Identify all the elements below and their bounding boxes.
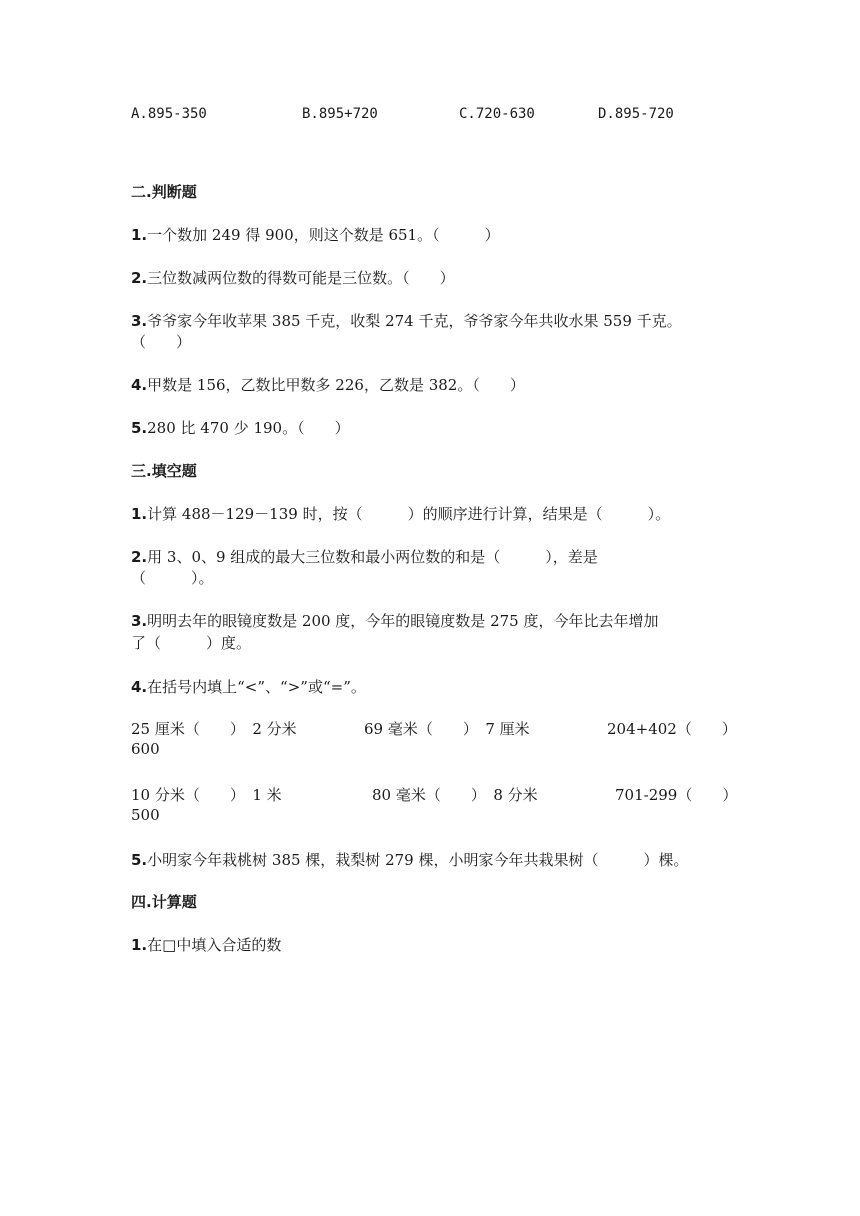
question-number: 5. [131, 419, 148, 437]
compare-item: 80 毫米（ ） 8 分米 [372, 786, 538, 804]
fill-question-4 [131, 676, 366, 697]
compare-item-continuation: 500 [131, 806, 160, 824]
question-text: 一个数加 249 得 900，则这个数是 651。（ ） [147, 226, 500, 244]
question-text: 280 比 470 少 190。（ ） [147, 419, 350, 437]
compare-item: 25 厘米（ ） 2 分米 [131, 720, 297, 738]
judgement-question-3-continuation: （ ） [131, 333, 192, 351]
question-number: 3. [131, 312, 148, 330]
question-text: 在括号内填上“<”、“>”或“=”。 [147, 678, 366, 696]
question-number: 1. [131, 936, 148, 954]
fill-question-2 [131, 546, 598, 567]
question-text: 明明去年的眼镜度数是 200 度，今年的眼镜度数是 275 度，今年比去年增加 [147, 612, 659, 630]
compare-item: 701-299（ ） [615, 786, 738, 804]
question-number: 5. [131, 851, 148, 869]
judgement-question-3 [131, 310, 682, 331]
question-text: 计算 488－129－139 时，按（ ）的顺序进行计算，结果是（ ）。 [147, 505, 671, 523]
question-text: 三位数减两位数的得数可能是三位数。（ ） [147, 269, 455, 287]
question-text: 爷爷家今年收苹果 385 千克，收梨 274 千克，爷爷家今年共收水果 559 千克。 [147, 312, 682, 330]
question-number: 3. [131, 612, 148, 630]
calculation-question-1 [131, 934, 281, 955]
fill-question-3 [131, 610, 658, 631]
compare-item: 69 毫米（ ） 7 厘米 [364, 720, 530, 738]
fill-question-1 [131, 503, 670, 524]
option-a: A.895-350 [131, 106, 207, 122]
section-heading-calculation: 四.计算题 [131, 893, 197, 911]
question-number: 2. [131, 548, 148, 566]
question-number: 1. [131, 505, 148, 523]
option-b: B.895+720 [302, 106, 378, 122]
compare-item: 204+402（ ） [607, 720, 737, 738]
compare-item-continuation: 600 [131, 740, 160, 758]
judgement-question-1 [131, 224, 500, 245]
judgement-question-2 [131, 267, 455, 288]
question-text: 小明家今年栽桃树 385 棵，栽梨树 279 棵，小明家今年共栽果树（ ）棵。 [147, 851, 689, 869]
question-number: 4. [131, 376, 148, 394]
fill-question-2-continuation: （ ）。 [131, 569, 214, 587]
question-number: 4. [131, 678, 148, 696]
question-text: 用 3、0、9 组成的最大三位数和最小两位数的和是（ ），差是 [147, 548, 598, 566]
section-heading-fill-in: 三.填空题 [131, 462, 197, 480]
compare-item: 10 分米（ ） 1 米 [131, 786, 282, 804]
fill-question-5 [131, 849, 688, 870]
judgement-question-4 [131, 374, 525, 395]
section-heading-judgement: 二.判断题 [131, 183, 197, 201]
option-c: C.720-630 [459, 106, 535, 122]
question-text: 甲数是 156，乙数比甲数多 226，乙数是 382。（ ） [147, 376, 525, 394]
question-text: 在□中填入合适的数 [147, 936, 282, 954]
question-number: 2. [131, 269, 148, 287]
question-number: 1. [131, 226, 148, 244]
judgement-question-5 [131, 417, 350, 438]
option-d: D.895-720 [598, 106, 674, 122]
fill-question-3-continuation: 了（ ）度。 [131, 634, 252, 652]
